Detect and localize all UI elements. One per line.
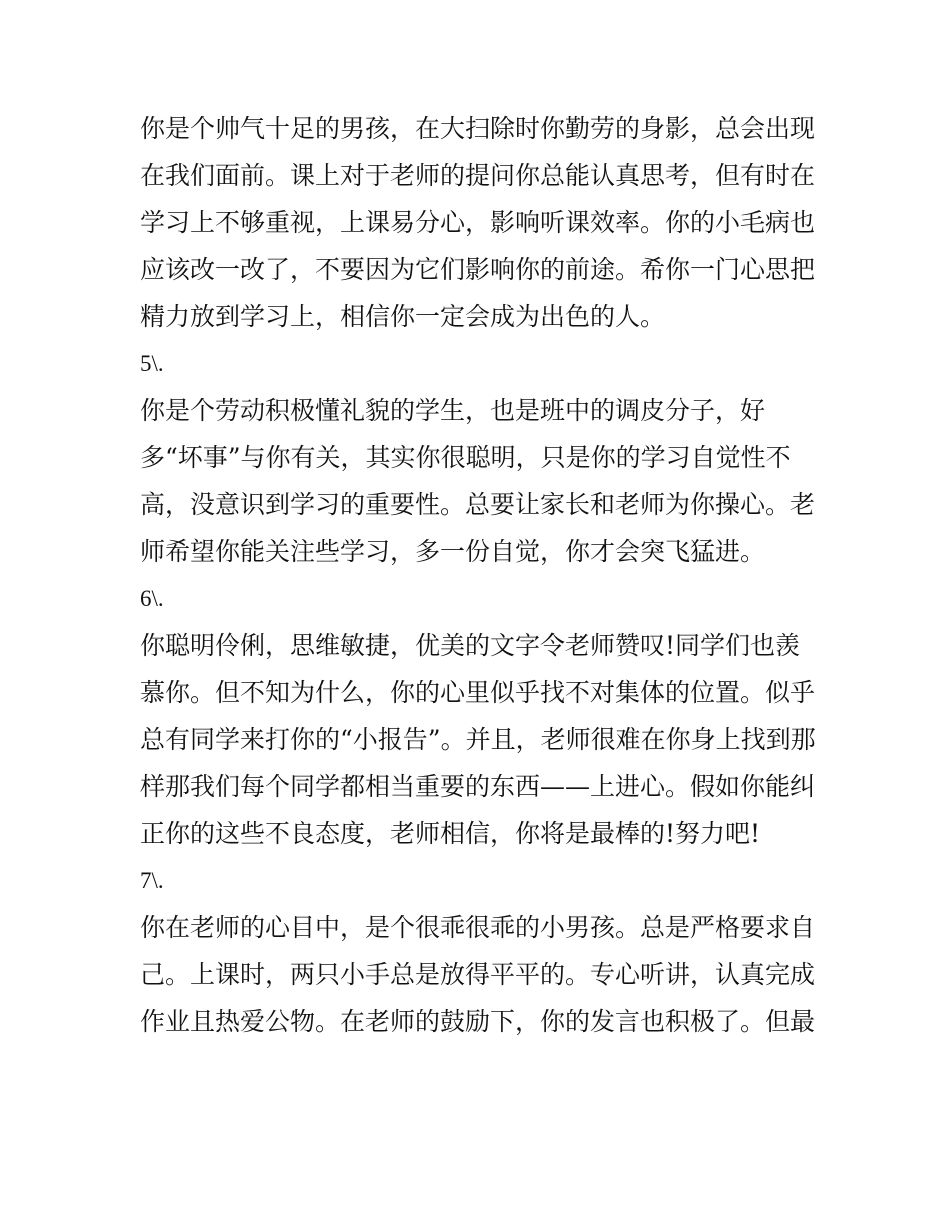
text-line: 学习上不够重视，上课易分心，影响听课效率。你的小毛病也 (140, 208, 816, 237)
text-line: 总有同学来打你的“小报告”。并且，老师很难在你身上找到那 (140, 725, 816, 754)
item-number: 6\. (140, 586, 164, 611)
text-line: 慕你。但不知为什么，你的心里似乎找不对集体的位置。似乎 (140, 678, 816, 707)
text-line: 你是个帅气十足的男孩，在大扫除时你勤劳的身影，总会出现 (140, 114, 816, 143)
text-line: 己。上课时，两只小手总是放得平平的。专心听讲，认真完成 (140, 960, 816, 989)
text-line: 作业且热爱公物。在老师的鼓励下，你的发言也积极了。但最 (140, 1007, 816, 1036)
text-line: 样那我们每个同学都相当重要的东西——上进心。假如你能纠 (140, 772, 816, 801)
item-number: 7\. (140, 868, 164, 893)
text-line: 在我们面前。课上对于老师的提问你总能认真思考，但有时在 (140, 161, 816, 190)
item-number: 5\. (140, 351, 164, 376)
text-line: 高，没意识到学习的重要性。总要让家长和老师为你操心。老 (140, 490, 816, 519)
text-line: 正你的这些不良态度，老师相信，你将是最棒的!努力吧! (140, 819, 761, 848)
item-5 (140, 340, 820, 575)
text-line: 精力放到学习上，相信你一定会成为出色的人。 (140, 302, 666, 331)
document-body (140, 105, 820, 1045)
item-7 (140, 857, 820, 1045)
text-line: 你聪明伶俐，思维敏捷，优美的文字令老师赞叹!同学们也羡 (140, 631, 801, 660)
text-line: 多“坏事”与你有关，其实你很聪明，只是你的学习自觉性不 (140, 443, 791, 472)
text-line: 应该改一改了，不要因为它们影响你的前途。希你一门心思把 (140, 255, 816, 284)
text-line: 你是个劳动积极懂礼貌的学生，也是班中的调皮分子，好 (140, 396, 766, 425)
text-line: 师希望你能关注些学习，多一份自觉，你才会突飞猛进。 (140, 537, 766, 566)
text-line: 你在老师的心目中，是个很乖很乖的小男孩。总是严格要求自 (140, 913, 816, 942)
item-6 (140, 575, 820, 857)
paragraph-4 (140, 105, 820, 340)
